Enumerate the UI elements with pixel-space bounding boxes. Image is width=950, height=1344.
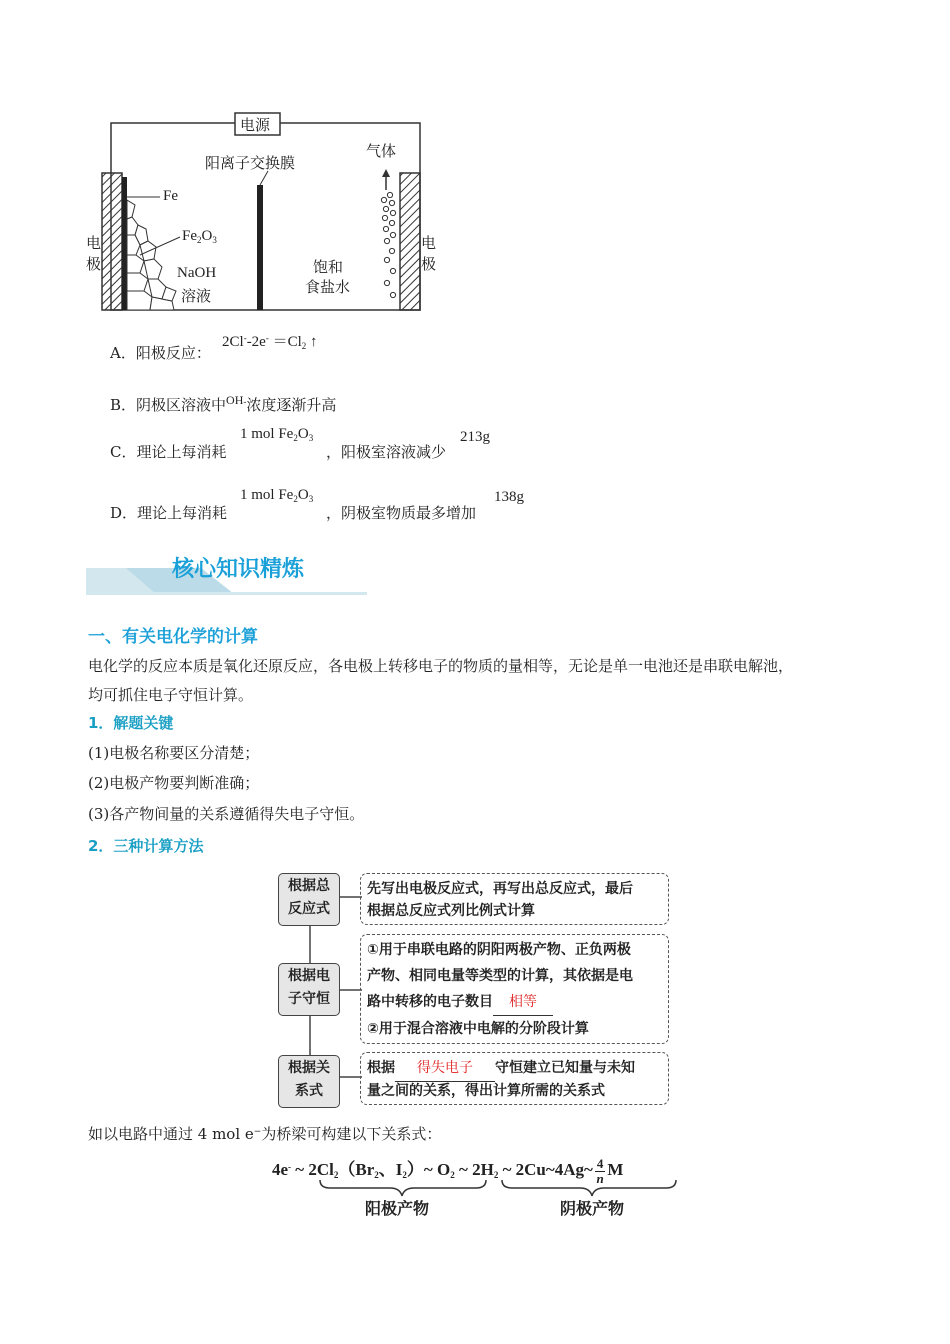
naoh-solution-label: 溶液: [181, 287, 212, 305]
power-source-label: 电源: [240, 116, 271, 134]
option-b-sup: -: [243, 398, 247, 408]
anode-products-label: 阳极产物: [365, 1199, 430, 1218]
c-sub1: 2: [293, 433, 298, 443]
option-c: [110, 441, 226, 462]
desc-2-line2: 产物、相同电量等类型的计算，其依据是电: [367, 968, 633, 984]
c-sub2: 3: [308, 433, 314, 443]
key-point-3: (3)各产物间量的关系遵循得失电子守恒。: [88, 805, 365, 823]
c-o: O: [297, 426, 309, 442]
option-d-label-2: ，阴极室物质最多增加: [326, 504, 477, 522]
gas-arrowhead: [382, 169, 390, 177]
a-formula-part2: -2e: [246, 334, 266, 350]
key-point-1: (1)电极名称要区分清楚；: [88, 744, 260, 762]
relation-intro-sup: −: [253, 1127, 262, 1137]
left-electrode-label-1: 电: [86, 234, 102, 252]
option-d-formula: [240, 487, 313, 504]
rf-1-sup: -: [288, 1162, 292, 1172]
option-c-mass: 213g: [460, 429, 490, 445]
fe2o3-label: [182, 228, 217, 245]
a-formula-part4: ↑: [306, 334, 318, 350]
membrane-label: 阳离子交换膜: [205, 154, 296, 172]
method-box-2-line2: 子守恒: [288, 991, 330, 1007]
a-formula-sup1: -: [243, 333, 247, 343]
option-d-mass: 138g: [494, 489, 524, 505]
right-electrode: [400, 173, 420, 310]
relation-intro: [88, 1117, 441, 1149]
membrane-leader: [260, 171, 268, 185]
desc-3-pre: 根据: [367, 1060, 395, 1076]
desc-2-line3: [367, 989, 662, 1016]
desc-2-line4: ②用于混合溶液中电解的分阶段计算: [367, 1021, 589, 1037]
option-b-label-2: 浓度逐渐升高: [246, 396, 337, 414]
fe-label: Fe: [163, 188, 178, 204]
rf-3: （Br: [338, 1160, 375, 1179]
desc-2-line3-text: 路中转移的电子数目: [367, 994, 493, 1010]
method-box-total-reaction: [278, 873, 340, 926]
rf-5-sub: 2: [450, 1170, 455, 1180]
desc-2-line1: ①用于串联电路的阴阳两极产物、正负两极: [367, 942, 631, 958]
left-electrode: [102, 173, 122, 310]
option-c-formula: [240, 426, 313, 443]
intro-line-2: 均可抓住电子守恒计算。: [88, 686, 254, 704]
option-d-label-1: D．理论上每消耗: [110, 504, 228, 522]
option-a: [110, 342, 211, 363]
relation-intro-text: 如以电路中通过 4 mol e: [88, 1125, 254, 1143]
method-box-3-line1: 根据关: [288, 1060, 330, 1076]
brine-label-2: 食盐水: [305, 278, 351, 296]
method-box-electron-conservation: [278, 963, 340, 1016]
subheading-key-points: 1．解题关键: [88, 714, 174, 732]
method-box-1-line2: 反应式: [288, 901, 330, 917]
cathode-brace: [502, 1180, 676, 1196]
rf-frac-num: 4: [596, 1155, 604, 1171]
method-desc-electron-conservation: [360, 934, 669, 1044]
desc-3-line2: 量之间的关系，得出计算所需的关系式: [367, 1083, 605, 1099]
section-heading: 一、有关电化学的计算: [88, 627, 258, 647]
section-banner-title: 核心知识精炼: [172, 557, 305, 582]
rf-5: ）~ O: [406, 1160, 451, 1179]
intro-line-1: 电化学的反应本质是氧化还原反应，各电极上转移电子的物质的量相等，无论是单一电池还是串联电解池，: [88, 657, 794, 675]
option-b: [110, 393, 336, 415]
key-point-2: (2)电极产物要判断准确；: [88, 774, 260, 792]
option-a-label: A．阳极反应：: [110, 344, 211, 362]
a-formula-part3: ＝Cl: [268, 334, 302, 350]
fe-plate: [122, 177, 127, 310]
d-sub1: 2: [293, 494, 298, 504]
relation-intro-end: 为桥梁可构建以下关系式：: [261, 1125, 442, 1143]
rf-2-sub: 2: [333, 1170, 339, 1180]
anode-brace: [320, 1180, 486, 1196]
rf-6: ~ 2H: [454, 1160, 494, 1179]
blank-equal: 相等: [493, 989, 553, 1016]
option-d: [110, 502, 227, 523]
fe2o3-fe: Fe: [182, 228, 197, 244]
option-b-oh: OH: [226, 393, 244, 407]
option-c-label-1: C．理论上每消耗: [110, 443, 227, 461]
brine-label-1: 饱和: [313, 258, 344, 276]
method-desc-total-reaction: [360, 873, 669, 925]
rf-frac-den: n: [596, 1170, 604, 1186]
a-formula-sup2: -: [265, 333, 269, 343]
c-mol: 1 mol Fe: [240, 426, 294, 442]
rf-8: M: [607, 1160, 624, 1179]
rf-4: 、I: [378, 1160, 403, 1179]
fe2o3-o: O: [201, 228, 213, 244]
right-electrode-label-1: 电: [421, 234, 437, 252]
a-formula-part1: 2Cl: [222, 334, 244, 350]
method-box-relation: [278, 1055, 340, 1108]
a-formula-sub: 2: [301, 341, 307, 351]
left-electrode-label-2: 极: [86, 255, 102, 273]
rf-1: 4e: [272, 1160, 289, 1179]
electrolysis-cell-figure: [80, 105, 460, 320]
desc-3-post: 守恒建立已知量与未知: [495, 1060, 635, 1076]
d-mol: 1 mol Fe: [240, 487, 294, 503]
rf-3-sub: 2: [374, 1170, 379, 1180]
fe2o3-sub2: 3: [212, 235, 217, 245]
rf-6-sub: 2: [493, 1170, 499, 1180]
method-box-1-line1: 根据总: [288, 878, 330, 894]
rf-4-sub: 2: [402, 1170, 407, 1180]
cation-exchange-membrane: [257, 185, 263, 310]
rf-2: ~ 2Cl: [291, 1160, 334, 1179]
subheading-methods: 2．三种计算方法: [88, 837, 204, 855]
cathode-products-label: 阴极产物: [560, 1199, 625, 1218]
fe2o3-deposit: [127, 200, 176, 310]
fe2o3-sub1: 2: [197, 235, 202, 245]
desc-1-line1: 先写出电极反应式，再写出总反应式，最后: [367, 881, 633, 897]
option-a-formula: [222, 330, 318, 351]
gas-label: 气体: [366, 142, 397, 160]
d-sub2: 3: [308, 494, 314, 504]
method-desc-relation: [360, 1052, 669, 1105]
naoh-label: NaOH: [177, 265, 217, 281]
desc-1-line2: 根据总反应式列比例式计算: [367, 903, 535, 919]
d-o: O: [297, 487, 309, 503]
right-electrode-label-2: 极: [421, 255, 437, 273]
circuit-wire-right: [280, 123, 420, 173]
rf-7: ~ 2Cu~4Ag~: [498, 1160, 593, 1179]
method-box-3-line2: 系式: [295, 1083, 323, 1099]
option-b-label-1: B．阴极区溶液中: [110, 396, 227, 414]
method-box-2-line1: 根据电: [288, 968, 330, 984]
option-c-label-2: ，阳极室溶液减少: [326, 443, 447, 461]
blank-electron-gain-loss: 得失电子: [395, 1055, 495, 1082]
gas-bubbles: [381, 192, 395, 297]
